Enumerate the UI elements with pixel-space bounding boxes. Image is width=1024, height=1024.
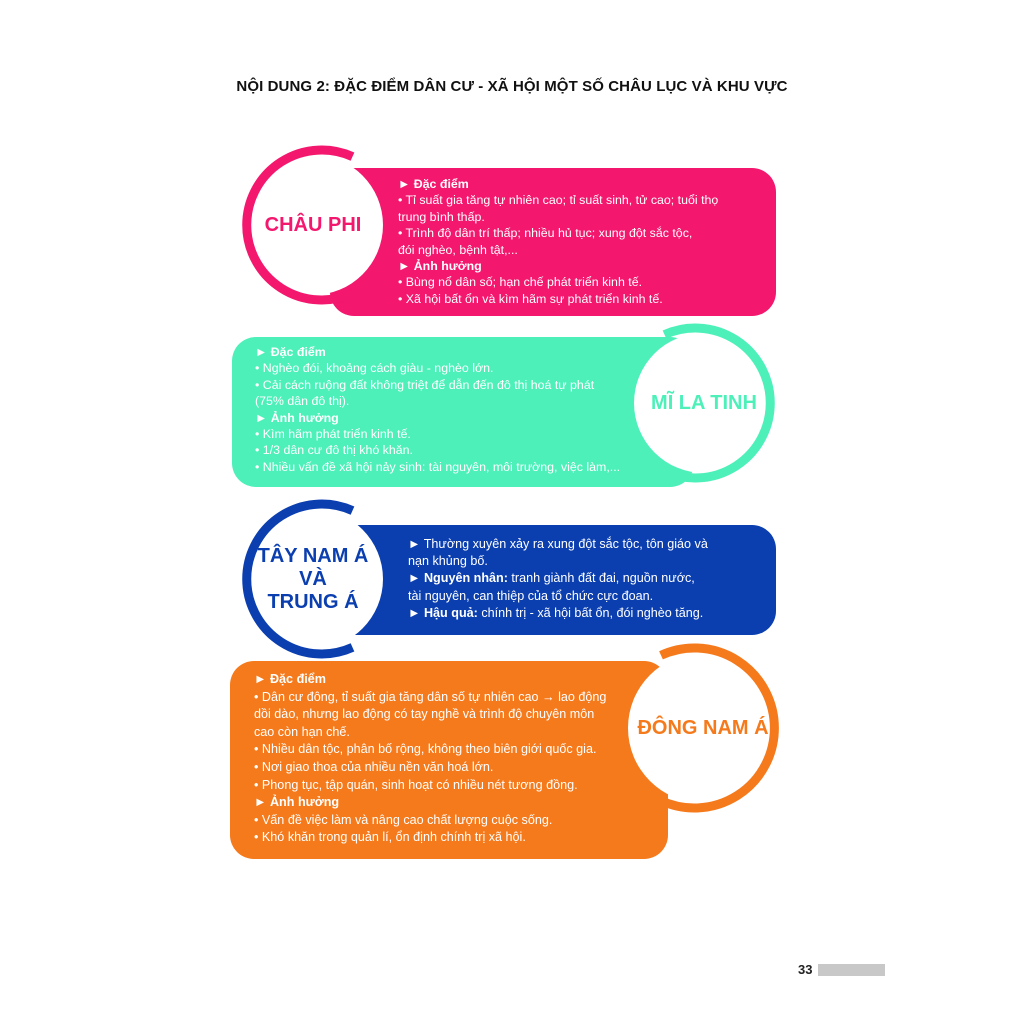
tay-nam-a-line: nạn khủng bố. [408, 554, 488, 569]
page-number-bar [818, 964, 885, 976]
tay-nam-a-panel [330, 525, 776, 635]
mi-la-tinh-line: • Kìm hãm phát triển kinh tế. [255, 427, 411, 442]
dong-nam-a-line: • Nơi giao thoa của nhiều nền văn hoá lớn. [254, 759, 494, 774]
tay-nam-a-label-line: VÀ [299, 567, 327, 590]
page-number: 33 [798, 962, 813, 977]
chau-phi-line: ► Ảnh hưởng [398, 259, 482, 274]
chau-phi-line: • Trình độ dân trí thấp; nhiều hủ tục; xung đột sắc tộc, [398, 226, 693, 241]
dong-nam-a-panel [230, 661, 668, 859]
dong-nam-a-line: ► Ảnh hưởng [254, 795, 340, 810]
cause-text: tranh giành đất đai, nguồn nước, [507, 571, 695, 586]
effect-label: ► Hậu quả: [408, 605, 478, 620]
chau-phi-line: đói nghèo, bệnh tật,... [398, 242, 518, 257]
mi-la-tinh-line: ► Đặc điểm [255, 345, 326, 359]
tay-nam-a-line: ► Thường xuyên xảy ra xung đột sắc tộc, tôn giáo và [408, 537, 708, 551]
dong-nam-a-ring [628, 653, 778, 803]
dong-nam-a-line: • Khó khăn trong quản lí, ổn định chính trị xã hội. [254, 830, 526, 845]
chau-phi-ring [243, 155, 383, 295]
dong-nam-a-line: cao còn hạn chế. [254, 724, 350, 739]
mi-la-tinh-line: • 1/3 dân cư đô thị khó khăn. [255, 443, 413, 458]
dong-nam-a-line: ► Đặc điểm [254, 672, 326, 686]
mi-la-tinh-ring [634, 333, 774, 473]
cause-label: ► Nguyên nhân: [408, 571, 508, 586]
dong-nam-a-line: • Vấn đề việc làm và nâng cao chất lượng cuộc sống. [254, 812, 553, 827]
mi-la-tinh-label: MĨ LA TINH [651, 391, 757, 414]
chau-phi-line: • Bùng nổ dân số; hạn chế phát triển kinh tế. [398, 275, 643, 290]
tay-nam-a-label-line: TÂY NAM Á [257, 544, 369, 567]
chau-phi-line: ► Đặc điểm [398, 177, 469, 191]
mi-la-tinh-line: (75% dân đô thị). [255, 394, 350, 409]
dong-nam-a-label: ĐÔNG NAM Á [637, 716, 769, 739]
dong-nam-a-line: dồi dào, nhưng lao động có tay nghề và trình độ chuyên môn [254, 707, 595, 722]
chau-phi-label: CHÂU PHI [264, 213, 362, 236]
tay-nam-a-label-line: TRUNG Á [267, 590, 359, 613]
effect-text: chính trị - xã hội bất ổn, đói nghèo tăng. [477, 605, 704, 620]
tay-nam-a-cause [408, 570, 776, 587]
tay-nam-a-line: tài nguyên, can thiệp của tổ chức cực đoan. [408, 588, 654, 603]
chau-phi-panel [330, 168, 776, 316]
tay-nam-a-effect [408, 605, 776, 622]
dong-nam-a-line: • Dân cư đông, tỉ suất gia tăng dân số tự nhiên cao → lao động [254, 689, 607, 704]
mi-la-tinh-line: ► Ảnh hưởng [255, 410, 339, 425]
page-title: NỘI DUNG 2: ĐẶC ĐIỂM DÂN CƯ - XÃ HỘI MỘT SỐ CHÂU LỤC VÀ KHU VỰC [236, 78, 788, 95]
chau-phi-line: trung bình thấp. [398, 209, 485, 224]
mi-la-tinh-line: • Nghèo đói, khoảng cách giàu - nghèo lớn. [255, 361, 494, 376]
tay-nam-a-label [258, 545, 369, 614]
chau-phi-line: • Xã hội bất ổn và kìm hãm sự phát triển kinh tế. [398, 291, 663, 306]
dong-nam-a-line: • Nhiều dân tộc, phân bố rộng, không theo biên giới quốc gia. [254, 742, 597, 757]
mi-la-tinh-line: • Nhiều vấn đề xã hội nảy sinh: tài nguyên, môi trường, việc làm,... [255, 459, 621, 474]
dong-nam-a-line: • Phong tục, tập quán, sinh hoạt có nhiều nét tương đồng. [254, 777, 578, 792]
mi-la-tinh-line: • Cải cách ruộng đất không triệt để dẫn đến đô thị hoá tự phát [255, 377, 595, 392]
chau-phi-line: • Tỉ suất gia tăng tự nhiên cao; tỉ suất sinh, tử cao; tuổi thọ [398, 193, 719, 208]
tay-nam-a-ring [243, 509, 383, 649]
